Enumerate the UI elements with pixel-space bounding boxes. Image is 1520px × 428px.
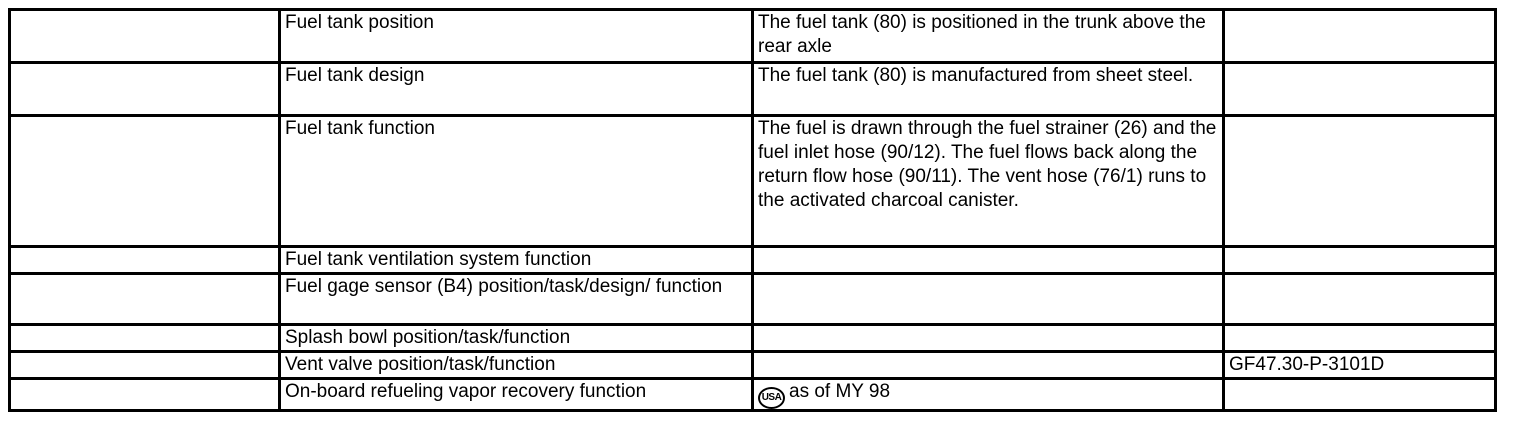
topic-cell: Splash bowl position/task/function	[280, 325, 753, 352]
table-row	[10, 247, 1496, 274]
reference-cell	[1224, 63, 1496, 116]
reference-cell	[1224, 116, 1496, 247]
topic-cell: Fuel tank function	[280, 116, 753, 247]
reference-cell	[1224, 325, 1496, 352]
reference-cell	[1224, 274, 1496, 325]
table-row	[10, 63, 1496, 116]
description-cell	[753, 325, 1224, 352]
description-cell: The fuel tank (80) is manufactured from sheet steel.	[753, 63, 1224, 116]
table-row	[10, 116, 1496, 247]
description-cell	[753, 352, 1224, 379]
topic-cell: Fuel tank ventilation system function	[280, 247, 753, 274]
description-cell: The fuel is drawn through the fuel strainer (26) and the fuel inlet hose (90/12). The fuel flows back along the return flow hose (90/11). The vent hose (76/1) runs to the activated charcoal canister.	[753, 116, 1224, 247]
topic-cell: Fuel tank design	[280, 63, 753, 116]
row-blank-cell	[10, 325, 280, 352]
reference-cell: GF47.30-P-3101D	[1224, 352, 1496, 379]
table-row	[10, 10, 1496, 63]
reference-cell	[1224, 10, 1496, 63]
description-cell: The fuel tank (80) is positioned in the trunk above the rear axle	[753, 10, 1224, 63]
topic-cell: Fuel tank position	[280, 10, 753, 63]
row-blank-cell	[10, 379, 280, 411]
row-blank-cell	[10, 352, 280, 379]
table-row	[10, 352, 1496, 379]
row-blank-cell	[10, 116, 280, 247]
reference-cell	[1224, 379, 1496, 411]
table-row	[10, 379, 1496, 411]
description-cell	[753, 247, 1224, 274]
model-year-note: as of MY 98	[789, 381, 891, 402]
reference-cell	[1224, 247, 1496, 274]
table-row	[10, 274, 1496, 325]
row-blank-cell	[10, 274, 280, 325]
row-blank-cell	[10, 63, 280, 116]
topic-cell: On-board refueling vapor recovery function	[280, 379, 753, 411]
usa-icon: USA	[758, 387, 785, 409]
table-row	[10, 325, 1496, 352]
description-cell	[753, 379, 1224, 411]
row-blank-cell	[10, 10, 280, 63]
row-blank-cell	[10, 247, 280, 274]
function-reference-table	[8, 8, 1497, 412]
topic-cell: Fuel gage sensor (B4) position/task/design/ function	[280, 274, 753, 325]
topic-cell: Vent valve position/task/function	[280, 352, 753, 379]
description-cell	[753, 274, 1224, 325]
